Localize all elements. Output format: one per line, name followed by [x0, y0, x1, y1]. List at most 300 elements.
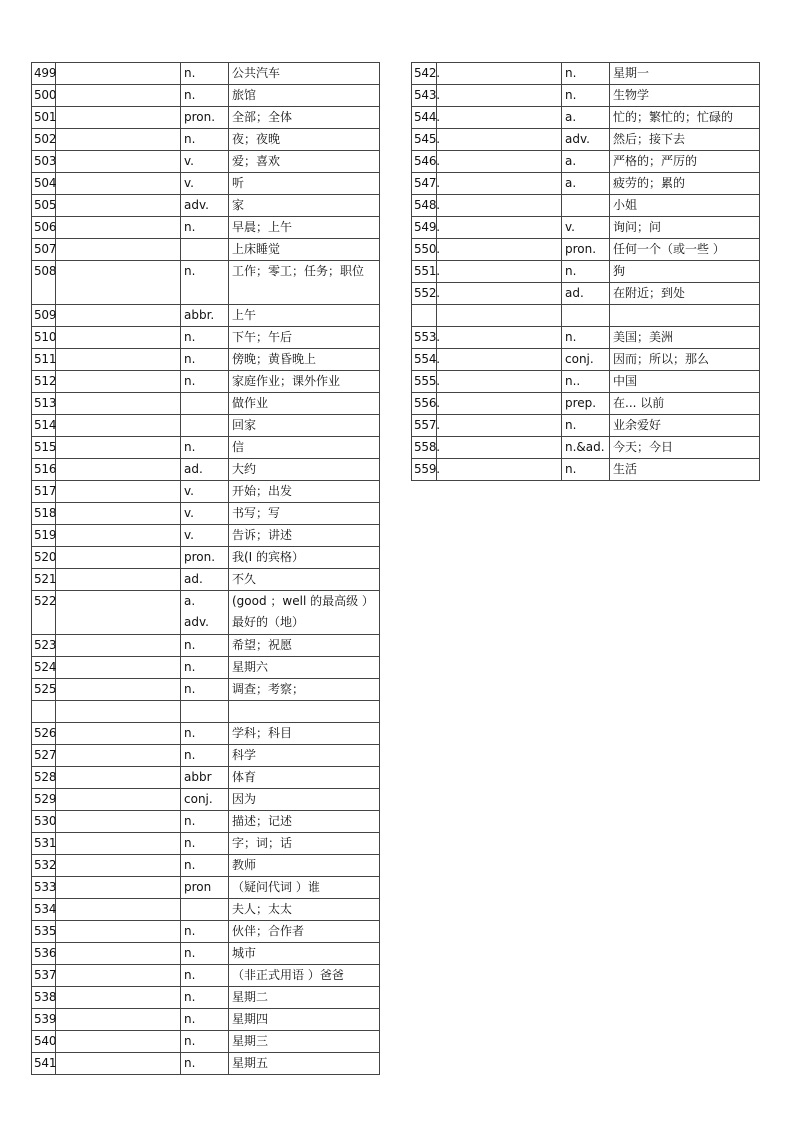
- table-row: [32, 635, 380, 657]
- table-row: [32, 789, 380, 811]
- table-row: [412, 437, 760, 459]
- entry-number: 551.: [412, 261, 437, 283]
- table-row: [32, 173, 380, 195]
- entry-word: [437, 415, 562, 437]
- entry-number: 521: [32, 569, 56, 591]
- entry-meaning: 爱；喜欢: [229, 151, 380, 173]
- entry-meaning: 任何一个（或一些 ）: [610, 239, 760, 261]
- entry-number: 518: [32, 503, 56, 525]
- entry-number: 539: [32, 1009, 56, 1031]
- entry-number: 544.: [412, 107, 437, 129]
- entry-word: [437, 261, 562, 283]
- table-row: [412, 239, 760, 261]
- entry-part-of-speech: v.: [181, 525, 229, 547]
- entry-part-of-speech: n.: [181, 745, 229, 767]
- entry-number: 507: [32, 239, 56, 261]
- entry-part-of-speech: n.: [562, 85, 610, 107]
- table-row: [32, 943, 380, 965]
- entry-word: [437, 393, 562, 415]
- entry-number: 525: [32, 679, 56, 701]
- entry-word: [56, 1009, 181, 1031]
- entry-meaning: 告诉；讲述: [229, 525, 380, 547]
- entry-number: 504: [32, 173, 56, 195]
- entry-part-of-speech: pron.: [181, 547, 229, 569]
- entry-number: 553.: [412, 327, 437, 349]
- entry-number: 533: [32, 877, 56, 899]
- table-row: [32, 85, 380, 107]
- entry-part-of-speech: n.: [181, 327, 229, 349]
- entry-part-of-speech: conj.: [181, 789, 229, 811]
- table-row: [412, 261, 760, 283]
- entry-word: [56, 195, 181, 217]
- entry-word: [56, 547, 181, 569]
- entry-meaning: 早晨；上午: [229, 217, 380, 239]
- entry-word: [56, 85, 181, 107]
- entry-number: 536: [32, 943, 56, 965]
- entry-meaning-line-1: (good ；well 的最高级 ）: [232, 594, 374, 608]
- entry-number: 546.: [412, 151, 437, 173]
- entry-word: [56, 415, 181, 437]
- entry-part-of-speech: n.: [181, 1009, 229, 1031]
- table-row: [32, 657, 380, 679]
- table-row: [32, 1031, 380, 1053]
- entry-word: [437, 217, 562, 239]
- entry-meaning: 上床睡觉: [229, 239, 380, 261]
- entry-number: 537: [32, 965, 56, 987]
- entry-number: 532: [32, 855, 56, 877]
- entry-word: [56, 679, 181, 701]
- entry-number: 527: [32, 745, 56, 767]
- entry-part-of-speech: [181, 899, 229, 921]
- entry-meaning: 夜；夜晚: [229, 129, 380, 151]
- entry-meaning: 体育: [229, 767, 380, 789]
- entry-meaning: 全部；全体: [229, 107, 380, 129]
- table-row: [32, 393, 380, 415]
- entry-meaning: 然后；接下去: [610, 129, 760, 151]
- entry-part-of-speech: n.: [181, 833, 229, 855]
- entry-number: 523: [32, 635, 56, 657]
- entry-word: [437, 283, 562, 305]
- entry-meaning: 调查；考察；: [229, 679, 380, 701]
- table-row: [32, 481, 380, 503]
- entry-meaning: 公共汽车: [229, 63, 380, 85]
- table-row: [412, 283, 760, 305]
- table-row: [32, 833, 380, 855]
- entry-meaning: 信: [229, 437, 380, 459]
- entry-part-of-speech: n.: [181, 1053, 229, 1075]
- entry-part-of-speech: [181, 239, 229, 261]
- entry-part-of-speech: n.: [562, 261, 610, 283]
- table-row: [412, 459, 760, 481]
- entry-meaning: 伙伴；合作者: [229, 921, 380, 943]
- entry-number: 514: [32, 415, 56, 437]
- entry-meaning: 星期五: [229, 1053, 380, 1075]
- entry-meaning: 听: [229, 173, 380, 195]
- table-row: [32, 195, 380, 217]
- entry-part-of-speech: v.: [181, 481, 229, 503]
- entry-meaning: 业余爱好: [610, 415, 760, 437]
- table-row: [32, 1053, 380, 1075]
- entry-meaning: 回家: [229, 415, 380, 437]
- entry-part-of-speech: n.: [181, 635, 229, 657]
- vocab-table-right-body: [412, 63, 760, 481]
- table-row: [32, 547, 380, 569]
- table-row: [412, 107, 760, 129]
- entry-word: [56, 305, 181, 327]
- entry-number: 530: [32, 811, 56, 833]
- entry-meaning: 城市: [229, 943, 380, 965]
- table-row: [32, 415, 380, 437]
- entry-word: [56, 151, 181, 173]
- table-row: [412, 195, 760, 217]
- entry-word: [437, 107, 562, 129]
- entry-number: 515: [32, 437, 56, 459]
- entry-word: [56, 107, 181, 129]
- entry-meaning: 家: [229, 195, 380, 217]
- table-row: [32, 217, 380, 239]
- entry-meaning: 生活: [610, 459, 760, 481]
- entry-number: 559.: [412, 459, 437, 481]
- table-row: [32, 239, 380, 261]
- table-row: [32, 349, 380, 371]
- entry-number: 548.: [412, 195, 437, 217]
- entry-number: 556.: [412, 393, 437, 415]
- entry-part-of-speech: abbr: [181, 767, 229, 789]
- entry-number: 557.: [412, 415, 437, 437]
- entry-meaning: 书写；写: [229, 503, 380, 525]
- entry-meaning: 科学: [229, 745, 380, 767]
- entry-number: 509: [32, 305, 56, 327]
- entry-part-of-speech: [181, 415, 229, 437]
- entry-word: [56, 63, 181, 85]
- entry-meaning: 美国；美洲: [610, 327, 760, 349]
- entry-number: 502: [32, 129, 56, 151]
- entry-number: 528: [32, 767, 56, 789]
- entry-word: [56, 437, 181, 459]
- entry-meaning: 询问；问: [610, 217, 760, 239]
- entry-number: 549.: [412, 217, 437, 239]
- entry-number: 519: [32, 525, 56, 547]
- entry-word: [56, 701, 181, 723]
- entry-number: 513: [32, 393, 56, 415]
- entry-part-of-speech: n.: [181, 723, 229, 745]
- entry-part-of-speech: n.: [181, 371, 229, 393]
- entry-word: [56, 1053, 181, 1075]
- entry-part-of-speech: n.: [181, 349, 229, 371]
- entry-part-of-speech: n.: [181, 657, 229, 679]
- entry-part-of-speech: [562, 305, 610, 327]
- table-row: [32, 261, 380, 305]
- entry-word: [56, 393, 181, 415]
- entry-word: [56, 327, 181, 349]
- table-row: [32, 129, 380, 151]
- entry-part-of-speech: n.: [181, 261, 229, 305]
- entry-word: [56, 569, 181, 591]
- vocab-table-left: [31, 62, 380, 1075]
- entry-number: 522: [32, 591, 56, 635]
- entry-part-of-speech-line-2: adv.: [184, 615, 209, 629]
- entry-number: 540: [32, 1031, 56, 1053]
- table-row: [32, 811, 380, 833]
- entry-meaning: 下午；午后: [229, 327, 380, 349]
- entry-part-of-speech: n.&ad.: [562, 437, 610, 459]
- table-row: [412, 393, 760, 415]
- entry-part-of-speech: n..: [562, 371, 610, 393]
- entry-part-of-speech: a.: [562, 107, 610, 129]
- entry-number: 542.: [412, 63, 437, 85]
- entry-part-of-speech: n.: [562, 63, 610, 85]
- entry-number: 555.: [412, 371, 437, 393]
- entry-number: 529: [32, 789, 56, 811]
- entry-word: [437, 349, 562, 371]
- entry-part-of-speech: [181, 701, 229, 723]
- entry-part-of-speech: ad.: [181, 459, 229, 481]
- entry-word: [437, 437, 562, 459]
- entry-part-of-speech: v.: [181, 173, 229, 195]
- entry-part-of-speech: n.: [181, 85, 229, 107]
- entry-meaning: 生物学: [610, 85, 760, 107]
- entry-word: [56, 745, 181, 767]
- table-row: [32, 591, 380, 635]
- entry-meaning: 今天；今日: [610, 437, 760, 459]
- entry-word: [437, 195, 562, 217]
- entry-word: [56, 789, 181, 811]
- entry-part-of-speech-line-1: a.: [184, 594, 196, 608]
- entry-word: [437, 129, 562, 151]
- entry-number: 505: [32, 195, 56, 217]
- table-row: [412, 63, 760, 85]
- entry-part-of-speech: [181, 591, 229, 635]
- entry-word: [437, 327, 562, 349]
- entry-word: [56, 811, 181, 833]
- entry-number: 501: [32, 107, 56, 129]
- entry-part-of-speech: ad.: [181, 569, 229, 591]
- entry-part-of-speech: pron.: [181, 107, 229, 129]
- entry-part-of-speech: v.: [562, 217, 610, 239]
- entry-word: [56, 657, 181, 679]
- entry-number: 550.: [412, 239, 437, 261]
- table-row: [32, 701, 380, 723]
- vocab-table-right: [411, 62, 760, 481]
- entry-part-of-speech: n.: [181, 129, 229, 151]
- entry-word: [437, 459, 562, 481]
- entry-part-of-speech: n.: [181, 943, 229, 965]
- entry-meaning: 描述；记述: [229, 811, 380, 833]
- entry-number: 538: [32, 987, 56, 1009]
- entry-part-of-speech: n.: [562, 459, 610, 481]
- entry-number: 510: [32, 327, 56, 349]
- entry-meaning: 因而；所以；那么: [610, 349, 760, 371]
- entry-meaning: （疑问代词 ）谁: [229, 877, 380, 899]
- entry-part-of-speech: abbr.: [181, 305, 229, 327]
- table-row: [412, 371, 760, 393]
- entry-meaning: 星期四: [229, 1009, 380, 1031]
- entry-word: [56, 833, 181, 855]
- table-row: [32, 459, 380, 481]
- entry-meaning: 上午: [229, 305, 380, 327]
- entry-meaning: [229, 591, 380, 635]
- table-row: [32, 525, 380, 547]
- entry-number: [412, 305, 437, 327]
- table-row: [32, 569, 380, 591]
- entry-part-of-speech: n.: [181, 965, 229, 987]
- table-row: [412, 129, 760, 151]
- entry-meaning: 因为: [229, 789, 380, 811]
- table-row: [32, 151, 380, 173]
- entry-word: [437, 173, 562, 195]
- entry-number: 526: [32, 723, 56, 745]
- entry-number: 517: [32, 481, 56, 503]
- table-row: [412, 305, 760, 327]
- entry-number: 499: [32, 63, 56, 85]
- entry-word: [56, 459, 181, 481]
- entry-meaning: 星期三: [229, 1031, 380, 1053]
- entry-part-of-speech: adv.: [181, 195, 229, 217]
- entry-meaning-line-2: 最好的（地）: [232, 615, 305, 629]
- vocab-table-left-body: [32, 63, 380, 1075]
- table-row: [32, 877, 380, 899]
- entry-word: [56, 767, 181, 789]
- entry-part-of-speech: n.: [181, 921, 229, 943]
- entry-word: [56, 239, 181, 261]
- entry-meaning: 疲劳的；累的: [610, 173, 760, 195]
- entry-word: [56, 635, 181, 657]
- entry-number: 512: [32, 371, 56, 393]
- table-row: [32, 767, 380, 789]
- table-row: [32, 371, 380, 393]
- entry-meaning: 开始；出发: [229, 481, 380, 503]
- entry-meaning: 旅馆: [229, 85, 380, 107]
- table-row: [412, 415, 760, 437]
- entry-number: 547.: [412, 173, 437, 195]
- entry-meaning: 中国: [610, 371, 760, 393]
- table-row: [32, 679, 380, 701]
- entry-word: [56, 987, 181, 1009]
- entry-meaning: 做作业: [229, 393, 380, 415]
- entry-part-of-speech: conj.: [562, 349, 610, 371]
- entry-meaning: 教师: [229, 855, 380, 877]
- entry-meaning: 希望；祝愿: [229, 635, 380, 657]
- entry-number: 500: [32, 85, 56, 107]
- entry-word: [56, 481, 181, 503]
- entry-meaning: 夫人；太太: [229, 899, 380, 921]
- table-row: [32, 723, 380, 745]
- entry-word: [437, 85, 562, 107]
- entry-word: [56, 371, 181, 393]
- entry-part-of-speech: v.: [181, 503, 229, 525]
- entry-word: [56, 261, 181, 305]
- entry-meaning: 我(I 的宾格）: [229, 547, 380, 569]
- table-row: [32, 855, 380, 877]
- entry-word: [437, 63, 562, 85]
- entry-part-of-speech: n.: [181, 811, 229, 833]
- entry-word: [56, 217, 181, 239]
- entry-number: 554.: [412, 349, 437, 371]
- entry-word: [437, 371, 562, 393]
- table-row: [412, 349, 760, 371]
- entry-part-of-speech: n.: [181, 855, 229, 877]
- entry-meaning: 小姐: [610, 195, 760, 217]
- entry-number: 516: [32, 459, 56, 481]
- entry-number: 511: [32, 349, 56, 371]
- entry-part-of-speech: [562, 195, 610, 217]
- entry-meaning: 狗: [610, 261, 760, 283]
- entry-word: [56, 525, 181, 547]
- entry-meaning: 字；词；话: [229, 833, 380, 855]
- table-row: [32, 987, 380, 1009]
- entry-meaning: 忙的；繁忙的；忙碌的: [610, 107, 760, 129]
- table-row: [412, 85, 760, 107]
- entry-number: [32, 701, 56, 723]
- entry-part-of-speech: n.: [181, 679, 229, 701]
- table-row: [32, 437, 380, 459]
- entry-number: 531: [32, 833, 56, 855]
- entry-number: 524: [32, 657, 56, 679]
- entry-word: [56, 899, 181, 921]
- entry-number: 534: [32, 899, 56, 921]
- entry-word: [56, 921, 181, 943]
- entry-word: [56, 1031, 181, 1053]
- entry-part-of-speech: a.: [562, 173, 610, 195]
- table-row: [32, 327, 380, 349]
- entry-word: [56, 877, 181, 899]
- entry-part-of-speech: n.: [562, 415, 610, 437]
- entry-word: [56, 723, 181, 745]
- entry-meaning: 星期二: [229, 987, 380, 1009]
- entry-part-of-speech: n.: [181, 1031, 229, 1053]
- entry-part-of-speech: prep.: [562, 393, 610, 415]
- entry-meaning: [229, 701, 380, 723]
- entry-part-of-speech: n.: [562, 327, 610, 349]
- entry-meaning: 星期六: [229, 657, 380, 679]
- entry-number: 543.: [412, 85, 437, 107]
- entry-meaning: 傍晚；黄昏晚上: [229, 349, 380, 371]
- table-row: [412, 327, 760, 349]
- entry-part-of-speech: n.: [181, 987, 229, 1009]
- table-row: [32, 305, 380, 327]
- entry-part-of-speech: pron: [181, 877, 229, 899]
- table-row: [32, 107, 380, 129]
- entry-number: 503: [32, 151, 56, 173]
- entry-part-of-speech: n.: [181, 217, 229, 239]
- entry-part-of-speech: [181, 393, 229, 415]
- entry-meaning: 工作；零工；任务；职位: [229, 261, 380, 305]
- entry-number: 508: [32, 261, 56, 305]
- entry-part-of-speech: adv.: [562, 129, 610, 151]
- table-row: [412, 173, 760, 195]
- entry-meaning: 在附近；到处: [610, 283, 760, 305]
- entry-part-of-speech: n.: [181, 437, 229, 459]
- table-row: [32, 921, 380, 943]
- entry-number: 520: [32, 547, 56, 569]
- entry-part-of-speech: ad.: [562, 283, 610, 305]
- entry-part-of-speech: a.: [562, 151, 610, 173]
- table-row: [32, 899, 380, 921]
- table-row: [32, 965, 380, 987]
- entry-meaning: 不久: [229, 569, 380, 591]
- entry-word: [437, 239, 562, 261]
- entry-number: 535: [32, 921, 56, 943]
- entry-meaning: 家庭作业；课外作业: [229, 371, 380, 393]
- entry-meaning: 严格的；严厉的: [610, 151, 760, 173]
- entry-word: [56, 503, 181, 525]
- table-row: [412, 151, 760, 173]
- entry-meaning: 学科；科目: [229, 723, 380, 745]
- table-row: [32, 503, 380, 525]
- entry-word: [56, 173, 181, 195]
- entry-number: 541: [32, 1053, 56, 1075]
- entry-meaning: 大约: [229, 459, 380, 481]
